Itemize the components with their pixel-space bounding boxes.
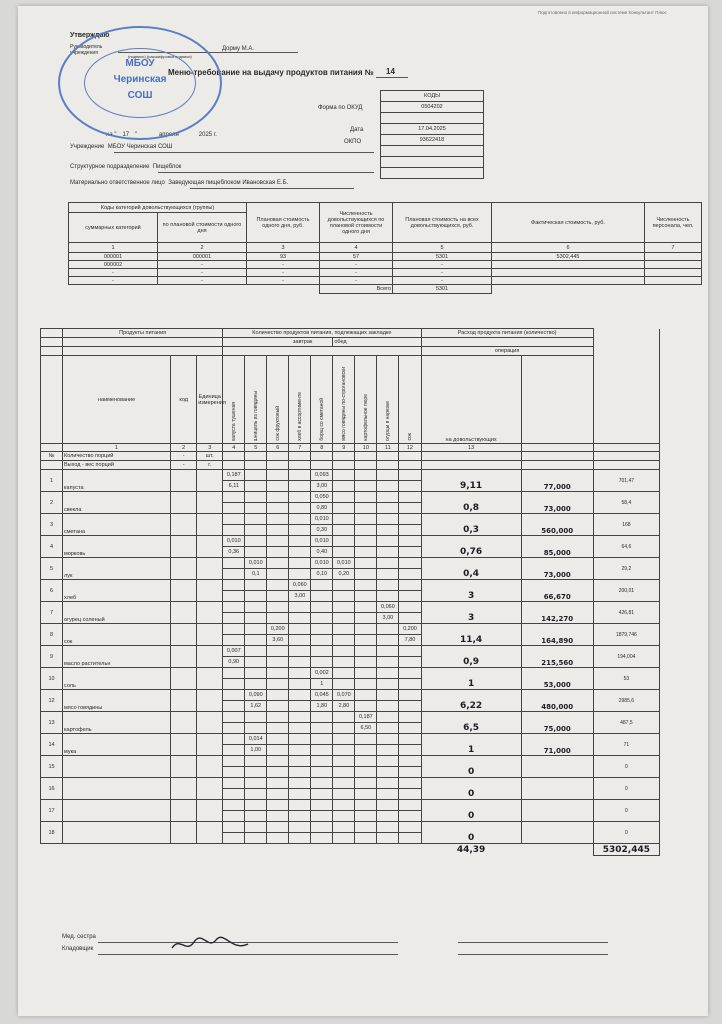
head-name: Дорму М.А.: [222, 46, 254, 52]
head-label: Руководитель учреждения: [70, 44, 103, 56]
responsible-line: Материально ответственное лицо Заведующая пищеблоком Ивановская Е.Б.: [70, 180, 289, 186]
keeper-label: Кладовщик: [62, 946, 94, 952]
nurse-label: Мед. сестра: [62, 934, 96, 940]
date-line: на " 17 " апреля 2025 г.: [106, 132, 217, 138]
source-note: Подготовлено в информационной системе Конкультант Плюс: [538, 10, 667, 15]
product-row: 10 соль 0,002 1 53,000 53: [41, 668, 660, 679]
document-number: 14: [386, 67, 395, 76]
product-row: 17 0 0: [41, 800, 660, 811]
head-sub: (подпись) (расшифровка подписи): [128, 54, 192, 59]
dish-header: картофельное пюре: [362, 394, 369, 441]
unit-line: Структурное подразделение Пищеблок: [70, 164, 182, 170]
product-row: 4 морковь 0,010 0,010 0,76 85,000 64,6: [41, 536, 660, 547]
approved-label: Утверждаю: [70, 32, 110, 39]
product-row: 15 0 0: [41, 756, 660, 767]
categories-table: Коды категорий довольствующихся (группы) Плановая стоимость одного дня, руб. Численность довольствующихся по плановой стоимости одного дня Плановая стоимость на всех довольствующихся, руб. Фактическая стоимость, руб. Численность персонала, чел. суммарных категорий по плановой стоимости одного дня 1 2 3 4 5 6 7 000001 000001 93 57 5301 5302,445 000002 - - - - - - - - - - - - - - Всего 5301: [68, 202, 702, 294]
product-row: 2 свекла 0,050 0,8 73,000 58,4: [41, 492, 660, 503]
org-line: Учреждение МБОУ Черинская СОШ: [70, 144, 173, 150]
okud-label: Форма по ОКУД: [318, 105, 363, 111]
category-row: - - - - -: [69, 277, 702, 285]
product-row: 7 огурец соленый 0,060 3 142,270 426,81: [41, 602, 660, 613]
dish-header: капуста тушеная: [230, 401, 237, 441]
products-table: Продукты питания Количество продуктов питания, подлежащих закладке Расход продукта питания (количество) завтрак обед операция наименование код Единица измерения капуста тушеная шницель из говядины сок фруктовый хлеб в ассортименте борщ со сметаной мясо говядины по-строгановски картофельное пюре огурцы в нарезке сок на довольствующих 1 2 3 4 5 6 7 8 9 10 11 12 13 № Количество порций - шт. Выход - вес порций - г. 1 капуста 0,187 0,093 9,11 77,000 701,47 6,11 3,00 2 свекла 0,050 0,8 73,000 58,4 0,80 3 сметана 0,010 0,3 560,000 168 0,30 4 морковь 0,010 0,010 0,76 85,000 64,6 0,36 0,40 5 лук 0,010 0,010 0,010 0,4 73,000 29,2 0,1 0,10 0,20 6 хлеб 0,060 3 66,670 200,01 3,00 7 огурец соленый 0,060 3 142,270 426,81 3,00 8 сок 0,200 0,200 11,4 164,890 1879,746 3,60 7,80 9 масло растительн 0,007 0,9 215,560 194,004 0,90 10 соль 0,002 1 53,000 53 1 12 мясо говядины 0,090 0,045 0,070 6,22 480,000 2985,6 1,62 1,80 2,80 13 картофель 0,187 6,5 75,000 487,5 6,50 14 мука 0,014 1 71,000 71 1,00 15 0 0 16 0 0 17 0 0 18 0 0 44,39 5302,445: [40, 328, 660, 856]
product-row: 3 сметана 0,010 0,3 560,000 168: [41, 514, 660, 525]
dish-header: борщ со сметаной: [318, 398, 325, 441]
product-row: 12 мясо говядины 0,090 0,045 0,070 6,22 480,000 2985,6: [41, 690, 660, 701]
document-sheet: [18, 6, 708, 1016]
category-row: 000002 - - - -: [69, 261, 702, 269]
dish-header: шницель из говядины: [252, 390, 259, 441]
okpo-label: ОКПО: [344, 139, 362, 145]
product-row: 5 лук 0,010 0,010 0,010 0,4 73,000 29,2: [41, 558, 660, 569]
stamp: МБОУ Черинская СОШ: [58, 26, 222, 140]
dish-header: сок фруктовый: [274, 406, 281, 441]
codes-table: КОДЫ 0504202 17.04.2025 93622418: [380, 90, 484, 179]
product-row: 14 мука 0,014 1 71,000 71: [41, 734, 660, 745]
product-row: 13 картофель 0,187 6,5 75,000 487,5: [41, 712, 660, 723]
signature: [168, 932, 258, 956]
date-label: Дата: [350, 127, 364, 133]
product-row: 16 0 0: [41, 778, 660, 789]
total-quantity: 44,39: [456, 844, 486, 855]
product-row: 18 0 0: [41, 822, 660, 833]
category-row: - - - - -: [69, 269, 702, 277]
total-sum: 5302,445: [593, 844, 659, 856]
document-title: Меню-требование на выдачу продуктов питания №: [168, 68, 374, 77]
category-row: 000001 000001 93 57 5301 5302,445: [69, 253, 702, 261]
dish-header: мясо говядины по-строгановски: [340, 367, 347, 441]
dish-header: хлеб в ассортименте: [296, 392, 303, 441]
product-row: 8 сок 0,200 0,200 11,4 164,890 1879,746: [41, 624, 660, 635]
dish-header: сок: [406, 433, 413, 441]
product-row: 9 масло растительн 0,007 0,9 215,560 194,004: [41, 646, 660, 657]
product-row: 6 хлеб 0,060 3 66,670 200,01: [41, 580, 660, 591]
dish-header: огурцы в нарезке: [384, 400, 391, 441]
product-row: 1 капуста 0,187 0,093 9,11 77,000 701,47: [41, 470, 660, 481]
